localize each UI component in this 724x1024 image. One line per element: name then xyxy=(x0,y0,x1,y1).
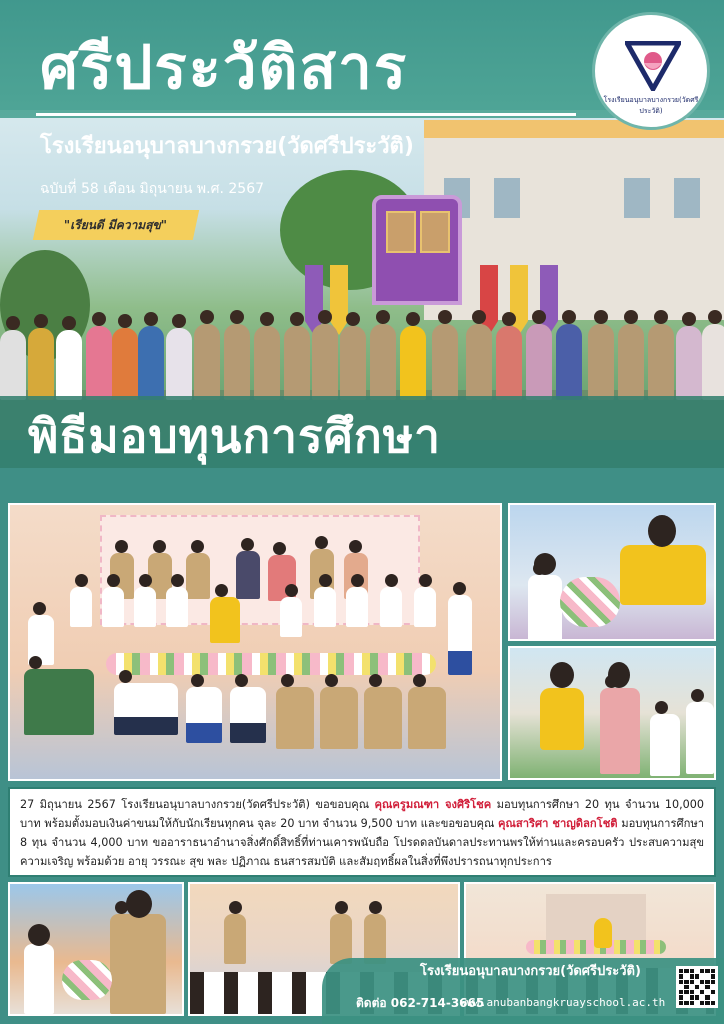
school-emblem-icon xyxy=(592,12,710,130)
emblem-text: โรงเรียนอนุบาลบางกรวย(วัดศรีประวัติ) xyxy=(603,96,699,115)
donor-handover-photo-2 xyxy=(508,646,716,780)
footer-school-name: โรงเรียนอนุบาลบางกรวย(วัดศรีประวัติ) xyxy=(420,964,641,979)
flower-bouquet xyxy=(560,577,620,627)
donor-name-2: คุณสาริศา ชาญดิลกโชติ xyxy=(498,817,618,830)
people-row xyxy=(0,300,724,400)
flower-row xyxy=(106,653,436,675)
school-name: โรงเรียนอนุบาลบางกรวย(วัดศรีประวัติ) xyxy=(40,134,414,159)
scholarship-group-photo xyxy=(8,503,502,781)
emblem-triangle-icon xyxy=(625,41,681,91)
donor-handover-photo-1 xyxy=(508,503,716,641)
caption-text-3: มอบทุนการศึกษา 8 ทุน จำนวน 4,000 บาท ขออาราธนาอำนาจสิ่งศักดิ์สิทธิ์ที่ท่านเคารพนับถือ โปรดดลบันดาลประทานพรให้ท่านและครอบครัว ประสบความสุขความเจริญ พร้อมด้วย อายุ วรรณะ สุข พละ ปฏิภาณ ธนสารสมบัติ และสัมฤทธิ์ผลในสิ่งที่พึงปรารถนาทุกประการ xyxy=(20,817,705,868)
royal-portrait-shrine xyxy=(372,195,462,305)
slogan-text: "เรียนดี มีความสุข" xyxy=(64,217,168,232)
school-building xyxy=(424,120,724,320)
slogan-badge xyxy=(33,210,199,240)
teacher-student-photo xyxy=(8,882,184,1016)
donor-name-1: คุณครูมณฑา จงศิริโชค xyxy=(374,798,492,811)
footer-phone: ติดต่อ 062-714-3665 xyxy=(356,996,485,1010)
newsletter-title: ศรีประวัติสาร xyxy=(40,33,409,103)
issue-info: ฉบับที่ 58 เดือน มิถุนายน พ.ศ. 2567 xyxy=(40,181,265,197)
qr-code-icon[interactable] xyxy=(676,966,718,1008)
caption-text-2: มอบทุนการศึกษา 20 ทุน จำนวน 10,000 บาท พร้อมตั้งมอบเงินค่าขนมให้กับนักเรียนทุกคน จุละ 20 บาท จำนวน 9,500 บาท และขอขอบคุณ xyxy=(20,798,704,830)
section-title: พิธีมอบทุนการศึกษา xyxy=(28,409,441,463)
title-underline xyxy=(36,113,576,116)
article-caption xyxy=(8,787,716,877)
footer-website[interactable]: www.anubanbangkruayschool.ac.th xyxy=(460,996,666,1009)
caption-text-1: 27 มิถุนายน 2567 โรงเรียนอนุบาลบางกรวย(วัดศรีประวัติ) ขอขอบคุณ xyxy=(20,798,375,811)
